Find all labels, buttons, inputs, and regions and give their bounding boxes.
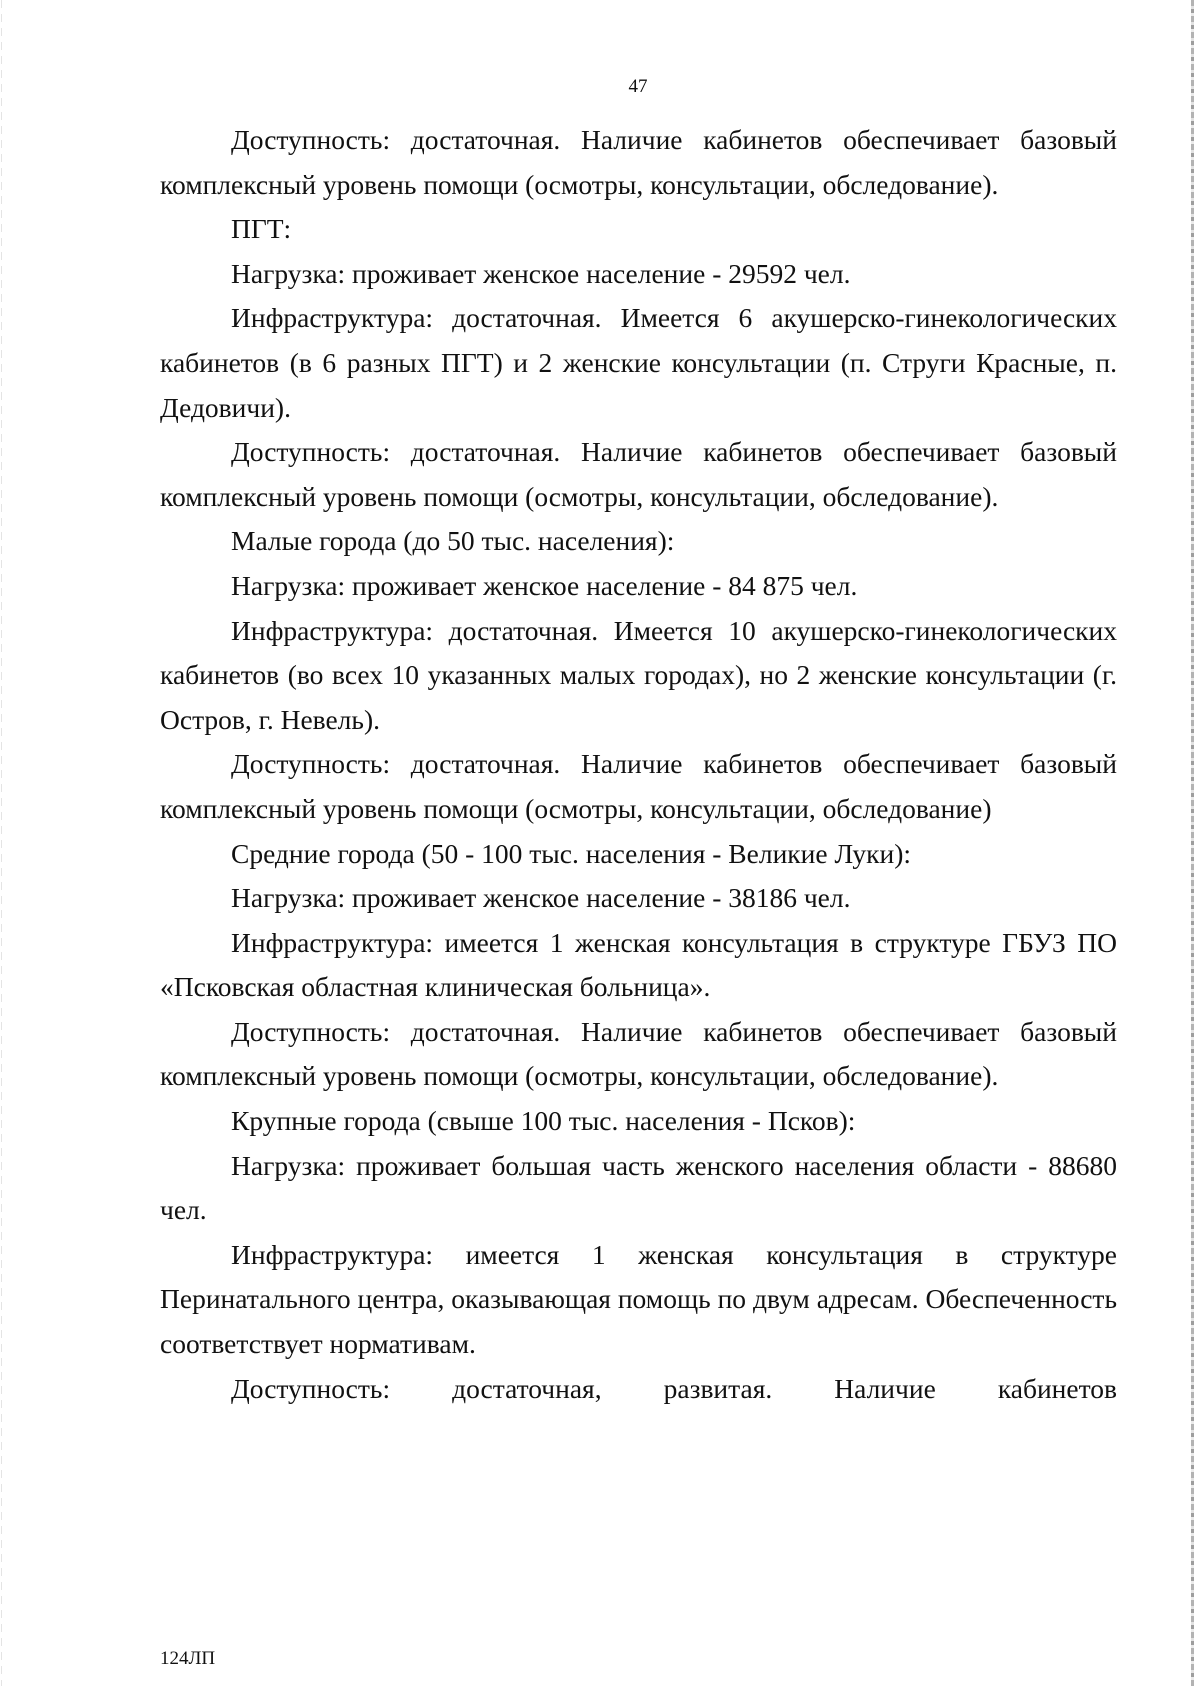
paragraph-infrastruktura-pgt: Инфраструктура: достаточная. Имеется 6 акушерско-гинекологических кабинетов (в 6 разных ПГТ) и 2 женские консультации (п. Струги Красные, п. Дедовичи). xyxy=(160,302,1117,423)
section-heading-large-cities: Крупные города (свыше 100 тыс. населения - Псков): xyxy=(231,1105,856,1137)
paragraph-nagruzka-large-cities: Нагрузка: проживает большая часть женского населения области - 88680 чел. xyxy=(160,1149,1117,1226)
paragraph-infrastruktura-medium-cities: Инфраструктура: имеется 1 женская консультация в структуре ГБУЗ ПО «Псковская областная клиническая больница». xyxy=(160,926,1117,1003)
document-body xyxy=(160,118,1117,1411)
paragraph-infrastruktura-small-cities: Инфраструктура: достаточная. Имеется 10 акушерско-гинекологических кабинетов (во всех 10 указанных малых городах), но 2 женские консультации (г. Остров, г. Невель). xyxy=(160,614,1117,735)
section-heading-pgt: ПГТ: xyxy=(231,213,292,245)
paragraph-dostupnost-1: Доступность: достаточная. Наличие кабинетов обеспечивает базовый комплексный уровень помощи (осмотры, консультации, обследование). xyxy=(160,124,1117,200)
scan-edge-left xyxy=(1,0,2,1686)
paragraph-nagruzka-medium-cities: Нагрузка: проживает женское население - 38186 чел. xyxy=(231,882,851,914)
scan-edge-right xyxy=(1191,0,1194,1686)
paragraph-dostupnost-pgt: Доступность: достаточная. Наличие кабинетов обеспечивает базовый комплексный уровень помощи (осмотры, консультации, обследование). xyxy=(160,436,1117,512)
section-heading-medium-cities: Средние города (50 - 100 тыс. населения - Великие Луки): xyxy=(231,837,912,869)
paragraph-infrastruktura-large-cities: Инфраструктура: имеется 1 женская консультация в структуре Перинатального центра, оказывающая помощь по двум адресам. Обеспеченность соответствует нормативам. xyxy=(160,1238,1117,1360)
paragraph-dostupnost-medium-cities: Доступность: достаточная. Наличие кабинетов обеспечивает базовый комплексный уровень помощи (осмотры, консультации, обследование). xyxy=(160,1015,1117,1092)
document-footer-code: 124ЛП xyxy=(160,1648,216,1669)
paragraph-nagruzka-pgt: Нагрузка: проживает женское население - 29592 чел. xyxy=(231,257,851,289)
paragraph-nagruzka-small-cities: Нагрузка: проживает женское население - 84 875 чел. xyxy=(231,569,858,601)
section-heading-small-cities: Малые города (до 50 тыс. населения): xyxy=(231,525,675,557)
paragraph-dostupnost-large-cities: Доступность: достаточная, развитая. Наличие кабинетов xyxy=(231,1372,1117,1404)
paragraph-dostupnost-small-cities: Доступность: достаточная. Наличие кабинетов обеспечивает базовый комплексный уровень помощи (осмотры, консультации, обследование) xyxy=(160,748,1117,824)
page-number: 47 xyxy=(628,76,648,97)
